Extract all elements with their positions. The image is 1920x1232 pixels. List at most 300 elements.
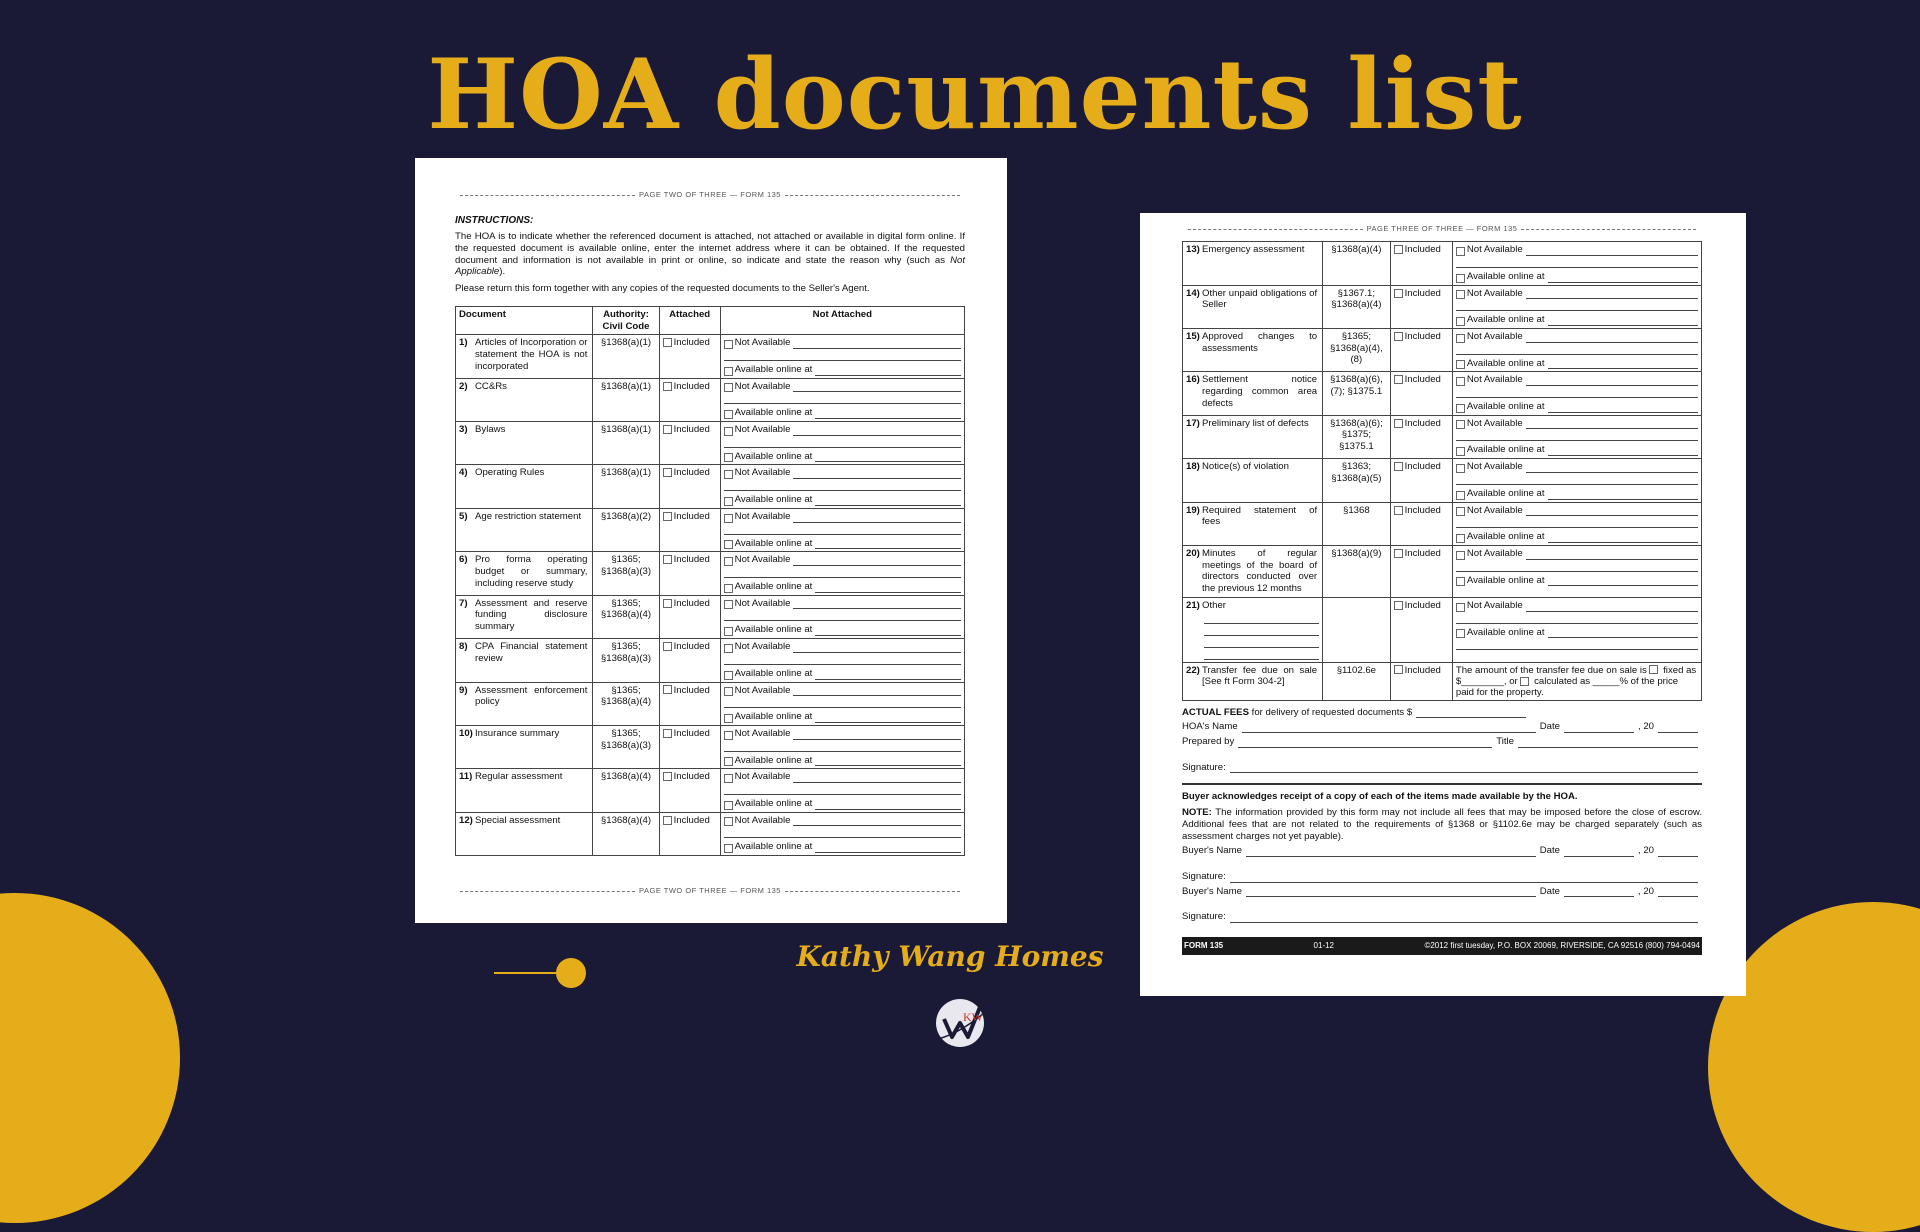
available-online-label: Available online at	[1466, 487, 1545, 499]
write-in-line[interactable]	[724, 653, 961, 665]
included-label: Included	[1404, 547, 1441, 559]
included-checkbox[interactable]	[1394, 601, 1403, 610]
online-address-field[interactable]	[815, 844, 961, 853]
table-row	[456, 812, 965, 855]
included-checkbox[interactable]	[663, 512, 672, 521]
instructions-heading: INSTRUCTIONS:	[455, 215, 534, 227]
not-available-label: Not Available	[734, 814, 791, 826]
write-in-line[interactable]	[1456, 256, 1698, 268]
online-address-field[interactable]	[1548, 577, 1698, 586]
not-available-checkbox[interactable]	[724, 817, 733, 826]
included-checkbox[interactable]	[1394, 289, 1403, 298]
available-online-checkbox[interactable]	[1456, 360, 1465, 369]
available-online-label: Available online at	[1466, 531, 1545, 543]
not-available-reason-field[interactable]	[793, 817, 961, 826]
available-online-label: Available online at	[1466, 357, 1545, 369]
available-online-label: Available online at	[1466, 401, 1545, 413]
document-name: Settlement notice regarding common area defects	[1202, 374, 1318, 409]
document-name: Required statement of fees	[1202, 504, 1318, 528]
svg-text:KW: KW	[963, 1010, 983, 1024]
included-checkbox[interactable]	[663, 772, 672, 781]
slide-indicator	[494, 958, 586, 988]
included-label: Included	[1404, 330, 1441, 342]
documents-table-page-three	[1182, 241, 1702, 700]
not-available-reason-field[interactable]	[1526, 290, 1698, 299]
available-online-checkbox[interactable]	[724, 497, 733, 506]
document-name: Pro forma operating budget or summary, including reserve study	[475, 554, 588, 589]
write-in-line[interactable]	[724, 523, 961, 535]
online-address-field[interactable]	[1548, 534, 1698, 543]
prepared-by-field[interactable]	[1238, 738, 1492, 748]
write-in-line[interactable]	[1204, 648, 1319, 660]
row-number: 10)	[459, 727, 473, 739]
not-available-label: Not Available	[734, 380, 791, 392]
form-page-two	[415, 158, 1007, 923]
not-available-label: Not Available	[734, 771, 791, 783]
document-name: Preliminary list of defects	[1202, 417, 1309, 429]
table-row	[456, 639, 965, 682]
hoa-name-field[interactable]	[1242, 723, 1536, 733]
column-header-not-attached: Not Attached	[720, 306, 964, 334]
signature-field[interactable]	[1230, 873, 1698, 883]
included-checkbox[interactable]	[1394, 665, 1403, 674]
write-in-line[interactable]	[1456, 473, 1698, 485]
not-available-reason-field[interactable]	[793, 514, 961, 523]
available-online-checkbox[interactable]	[724, 757, 733, 766]
authority-code: §1368(a)(1)	[593, 335, 659, 378]
authority-code: §1368(a)(1)	[593, 422, 659, 465]
document-name: Assessment enforcement policy	[475, 684, 588, 708]
included-label: Included	[673, 424, 710, 436]
not-available-checkbox[interactable]	[1456, 377, 1465, 386]
write-in-line[interactable]	[1204, 612, 1319, 624]
online-address-field[interactable]	[1548, 274, 1698, 283]
available-online-label: Available online at	[734, 754, 813, 766]
column-header-attached: Attached	[659, 306, 720, 334]
not-available-checkbox[interactable]	[724, 383, 733, 392]
included-checkbox[interactable]	[663, 468, 672, 477]
included-checkbox[interactable]	[663, 685, 672, 694]
table-row	[456, 335, 965, 378]
document-name: Articles of Incorporation or statement the HOA is not incorporated	[475, 337, 588, 372]
included-label: Included	[1404, 244, 1441, 256]
row-number: 11)	[459, 771, 473, 783]
authority-code: §1365; §1368(a)(4)	[593, 682, 659, 725]
not-available-reason-field[interactable]	[793, 470, 961, 479]
included-label: Included	[673, 380, 710, 392]
title-field[interactable]	[1518, 738, 1698, 748]
row-number: 18)	[1186, 461, 1200, 473]
available-online-label: Available online at	[734, 407, 813, 419]
document-name: Notice(s) of violation	[1202, 461, 1289, 473]
not-available-checkbox[interactable]	[724, 687, 733, 696]
not-available-checkbox[interactable]	[1456, 464, 1465, 473]
not-available-label: Not Available	[1466, 374, 1523, 386]
instructions-text: The HOA is to indicate whether the referenced document is attached, not attached or available in digital form online. If the requested document is available online, enter the internet address where it can be obtained. If the requested document and information is not available in print or online, so indicate and state the reason why (such as Not Applicable).	[455, 231, 965, 278]
included-label: Included	[673, 597, 710, 609]
signature-field[interactable]	[1230, 913, 1698, 923]
not-available-reason-field[interactable]	[1526, 420, 1698, 429]
available-online-label: Available online at	[1466, 574, 1545, 586]
authority-code: §1368(a)(2)	[593, 508, 659, 551]
included-label: Included	[1404, 461, 1441, 473]
authority-code: §1102.6e	[1323, 662, 1390, 700]
row-number: 7)	[459, 597, 468, 609]
buyer-name-field[interactable]	[1246, 887, 1536, 897]
not-available-reason-field[interactable]	[793, 774, 961, 783]
included-checkbox[interactable]	[663, 816, 672, 825]
available-online-checkbox[interactable]	[1456, 534, 1465, 543]
included-label: Included	[1404, 417, 1441, 429]
authority-code: §1363; §1368(a)(5)	[1323, 459, 1390, 502]
included-checkbox[interactable]	[663, 599, 672, 608]
included-checkbox[interactable]	[663, 555, 672, 564]
date-field[interactable]	[1564, 723, 1634, 733]
not-available-checkbox[interactable]	[1456, 551, 1465, 560]
online-address-field[interactable]	[1548, 360, 1698, 369]
not-available-label: Not Available	[1466, 244, 1523, 256]
document-name: Insurance summary	[475, 727, 560, 739]
online-address-field[interactable]	[815, 367, 961, 376]
online-address-field[interactable]	[1548, 491, 1698, 500]
page-separator: PAGE TWO OF THREE — FORM 135	[455, 190, 965, 199]
included-label: Included	[1404, 504, 1441, 516]
authority-code: §1368(a)(1)	[593, 378, 659, 421]
included-checkbox[interactable]	[663, 338, 672, 347]
slide-indicator-dot	[556, 958, 586, 988]
online-address-field[interactable]	[815, 714, 961, 723]
included-checkbox[interactable]	[663, 729, 672, 738]
not-available-checkbox[interactable]	[724, 470, 733, 479]
not-available-label: Not Available	[734, 554, 791, 566]
not-available-reason-field[interactable]	[1526, 334, 1698, 343]
table-row	[456, 725, 965, 768]
row-number: 19)	[1186, 504, 1200, 516]
column-header-document: Document	[456, 306, 593, 334]
not-available-reason-field[interactable]	[793, 731, 961, 740]
write-in-line[interactable]	[1204, 636, 1319, 648]
calculated-checkbox[interactable]	[1520, 677, 1529, 686]
row-number: 12)	[459, 814, 473, 826]
table-row	[456, 595, 965, 638]
table-row	[456, 769, 965, 812]
available-online-checkbox[interactable]	[1456, 274, 1465, 283]
table-row: 22) Transfer fee due on sale [See ft Form 304-2] §1102.6e Included The amount of the transfer fee due on sale is fixed as $________, or calculated as _____% of the price paid for the property.	[1183, 662, 1702, 700]
authority-code: §1365; §1368(a)(3)	[593, 725, 659, 768]
document-name: Minutes of regular meetings of the board of directors conducted over the previous 12 months	[1202, 547, 1318, 595]
authority-code: §1368	[1323, 502, 1390, 545]
table-row	[1183, 328, 1702, 371]
write-in-line[interactable]	[724, 609, 961, 621]
available-online-checkbox[interactable]	[724, 671, 733, 680]
kw-logo-icon	[930, 993, 990, 1053]
table-row	[1183, 285, 1702, 328]
included-checkbox[interactable]	[1394, 419, 1403, 428]
online-address-field[interactable]	[815, 801, 961, 810]
signature-field[interactable]	[1230, 763, 1698, 773]
available-online-checkbox[interactable]	[724, 453, 733, 462]
row-number: 8)	[459, 641, 468, 653]
transfer-fee-text: The amount of the transfer fee due on sale is fixed as $________, or calculated as _____% of the price paid for the property.	[1452, 662, 1701, 700]
document-name: Regular assessment	[475, 771, 563, 783]
online-address-field[interactable]	[1548, 447, 1698, 456]
write-in-line[interactable]	[1456, 299, 1698, 311]
included-checkbox[interactable]	[1394, 332, 1403, 341]
document-name: Operating Rules	[475, 467, 545, 479]
write-in-line[interactable]	[1456, 560, 1698, 572]
write-in-line[interactable]	[1456, 343, 1698, 355]
available-online-label: Available online at	[734, 798, 813, 810]
document-name: Other	[1202, 599, 1226, 611]
authority-code: §1368(a)(1)	[593, 465, 659, 508]
not-available-checkbox[interactable]	[724, 644, 733, 653]
decorative-circle-left	[0, 893, 180, 1223]
not-available-checkbox[interactable]	[724, 774, 733, 783]
not-available-label: Not Available	[1466, 547, 1523, 559]
available-online-label: Available online at	[734, 841, 813, 853]
row-number: 16)	[1186, 374, 1200, 386]
write-in-line[interactable]	[724, 479, 961, 491]
document-name: Special assessment	[475, 814, 561, 826]
available-online-checkbox[interactable]	[724, 540, 733, 549]
document-name: Approved changes to assessments	[1202, 330, 1318, 354]
online-address-field[interactable]	[815, 584, 961, 593]
not-available-label: Not Available	[734, 510, 791, 522]
note-text: NOTE: The information provided by this form may not include all fees that may be imposed before the close of escrow. Additional fees that are not related to the requirements of §1368 or §1102.6e may be charged separately (such as assessment charges not yet payable).	[1182, 807, 1702, 842]
not-available-reason-field[interactable]	[793, 340, 961, 349]
table-row	[456, 422, 965, 465]
document-name: Bylaws	[475, 424, 506, 436]
row-number: 5)	[459, 510, 468, 522]
row-number: 1)	[459, 337, 468, 349]
included-label: Included	[673, 814, 710, 826]
available-online-label: Available online at	[734, 711, 813, 723]
available-online-checkbox[interactable]	[724, 801, 733, 810]
write-in-line[interactable]	[724, 566, 961, 578]
not-available-reason-field[interactable]	[1526, 551, 1698, 560]
included-label: Included	[673, 684, 710, 696]
included-label: Included	[1404, 374, 1441, 386]
available-online-label: Available online at	[734, 537, 813, 549]
not-available-label: Not Available	[1466, 417, 1523, 429]
row-number: 17)	[1186, 417, 1200, 429]
table-row	[456, 378, 965, 421]
included-label: Included	[673, 641, 710, 653]
return-instructions: Please return this form together with any copies of the requested documents to the Seller's Agent.	[455, 283, 870, 295]
not-available-reason-field[interactable]	[1526, 377, 1698, 386]
available-online-checkbox[interactable]	[724, 844, 733, 853]
not-available-label: Not Available	[1466, 504, 1523, 516]
not-available-checkbox[interactable]	[724, 427, 733, 436]
available-online-label: Available online at	[1466, 270, 1545, 282]
authority-code: §1368(a)(4)	[1323, 242, 1390, 285]
authority-code: §1365; §1368(a)(4), (8)	[1323, 328, 1390, 371]
included-checkbox[interactable]	[1394, 462, 1403, 471]
included-checkbox[interactable]	[1394, 549, 1403, 558]
available-online-label: Available online at	[734, 580, 813, 592]
not-available-reason-field[interactable]	[793, 644, 961, 653]
available-online-checkbox[interactable]	[1456, 317, 1465, 326]
table-row	[1183, 459, 1702, 502]
online-address-field[interactable]	[815, 410, 961, 419]
online-address-field[interactable]	[1548, 404, 1698, 413]
not-available-label: Not Available	[1466, 461, 1523, 473]
form-footer: FORM 135 01-12 ©2012 first tuesday, P.O. BOX 20069, RIVERSIDE, CA 92516 (800) 794-0494	[1182, 937, 1702, 955]
included-checkbox[interactable]	[663, 642, 672, 651]
not-available-label: Not Available	[1466, 287, 1523, 299]
table-row	[1183, 242, 1702, 285]
not-available-checkbox[interactable]	[1456, 290, 1465, 299]
write-in-line[interactable]	[724, 783, 961, 795]
available-online-label: Available online at	[1466, 314, 1545, 326]
available-online-checkbox[interactable]	[1456, 447, 1465, 456]
not-available-checkbox[interactable]	[724, 600, 733, 609]
not-available-checkbox[interactable]	[1456, 247, 1465, 256]
not-available-checkbox[interactable]	[1456, 334, 1465, 343]
included-label: Included	[673, 337, 710, 349]
included-label: Included	[673, 510, 710, 522]
available-online-label: Available online at	[734, 450, 813, 462]
write-in-line[interactable]	[1456, 386, 1698, 398]
included-label: Included	[673, 727, 710, 739]
row-number: 20)	[1186, 547, 1200, 559]
write-in-line[interactable]	[724, 349, 961, 361]
included-label: Included	[673, 467, 710, 479]
document-name: Assessment and reserve funding disclosure summary	[475, 597, 588, 633]
year-field[interactable]	[1658, 847, 1698, 857]
row-number: 15)	[1186, 330, 1200, 342]
included-checkbox[interactable]	[663, 425, 672, 434]
document-name: Age restriction statement	[475, 510, 582, 522]
table-row	[456, 508, 965, 551]
not-available-reason-field[interactable]	[793, 427, 961, 436]
fixed-checkbox[interactable]	[1649, 665, 1658, 674]
table-row	[1183, 502, 1702, 545]
available-online-checkbox[interactable]	[1456, 629, 1465, 638]
not-available-reason-field[interactable]	[793, 600, 961, 609]
not-available-checkbox[interactable]	[724, 731, 733, 740]
available-online-checkbox[interactable]	[1456, 491, 1465, 500]
available-online-checkbox[interactable]	[724, 410, 733, 419]
write-in-line[interactable]	[1456, 429, 1698, 441]
available-online-label: Available online at	[734, 363, 813, 375]
buyer-acknowledgement: Buyer acknowledges receipt of a copy of each of the items made available by the HOA.	[1182, 791, 1578, 803]
available-online-label: Available online at	[1466, 444, 1545, 456]
table-row	[456, 465, 965, 508]
not-available-reason-field[interactable]	[1526, 464, 1698, 473]
row-number: 13)	[1186, 244, 1200, 256]
document-name: CPA Financial statement review	[475, 641, 588, 664]
row-number: 6)	[459, 554, 468, 566]
not-available-checkbox[interactable]	[724, 557, 733, 566]
fee-signature-section: ACTUAL FEES for delivery of requested documents $ HOA's Name Date , 20 Prepared by Title Signature: Buyer acknowledges receipt of a copy of each of the items made available by the HOA. NOTE: The information provided by this form may not include all fees that may be imposed before the close of escrow. Additional fees that are not related to the requirements of §1368 or §1102.6e may be charged separately (such as assessment charges not yet payable). Buyer's Name Date , 20 Signature: Buyer's Name Date , 20 Signature:	[1182, 706, 1702, 923]
write-in-line[interactable]	[724, 826, 961, 838]
page-separator: PAGE TWO OF THREE — FORM 135	[455, 886, 965, 895]
write-in-line[interactable]	[1204, 624, 1319, 636]
row-number: 2)	[459, 380, 468, 392]
online-address-field[interactable]	[815, 540, 961, 549]
not-available-reason-field[interactable]	[1526, 507, 1698, 516]
table-row	[456, 552, 965, 595]
not-available-label: Not Available	[734, 597, 791, 609]
authority-code: §1368(a)(9)	[1323, 545, 1390, 597]
not-available-label: Not Available	[734, 467, 791, 479]
document-name: Emergency assessment	[1202, 244, 1305, 256]
included-checkbox[interactable]	[1394, 375, 1403, 384]
brand-name: Kathy Wang Homes	[796, 940, 1104, 973]
not-available-reason-field[interactable]	[1526, 247, 1698, 256]
available-online-checkbox[interactable]	[1456, 404, 1465, 413]
not-available-label: Not Available	[734, 424, 791, 436]
not-available-reason-field[interactable]	[793, 383, 961, 392]
not-available-label: Not Available	[734, 727, 791, 739]
authority-code: §1368(a)(6), (7); §1375.1	[1323, 372, 1390, 415]
write-in-line[interactable]	[724, 436, 961, 448]
page-separator: PAGE THREE OF THREE — FORM 135	[1182, 224, 1702, 233]
form-page-three	[1140, 213, 1746, 996]
included-checkbox[interactable]	[1394, 506, 1403, 515]
documents-table-page-two	[455, 306, 965, 856]
online-address-field[interactable]	[815, 671, 961, 680]
available-online-checkbox[interactable]	[724, 627, 733, 636]
available-online-checkbox[interactable]	[1456, 577, 1465, 586]
table-row: 21) Other Included Not Available Available online at	[1183, 597, 1702, 662]
not-available-checkbox[interactable]	[724, 340, 733, 349]
document-name: CC&Rs	[475, 380, 507, 392]
available-online-checkbox[interactable]	[724, 714, 733, 723]
authority-code: §1368(a)(4)	[593, 769, 659, 812]
online-address-field[interactable]	[815, 453, 961, 462]
write-in-line[interactable]	[1456, 516, 1698, 528]
year-field[interactable]	[1658, 887, 1698, 897]
not-available-checkbox[interactable]	[1456, 507, 1465, 516]
page-title: HOA documents list	[427, 38, 1523, 151]
actual-fees-field[interactable]	[1416, 708, 1526, 718]
date-field[interactable]	[1564, 887, 1634, 897]
online-address-field[interactable]	[815, 497, 961, 506]
authority-code: §1367.1; §1368(a)(4)	[1323, 285, 1390, 328]
online-address-field[interactable]	[815, 627, 961, 636]
not-available-label: Not Available	[734, 337, 791, 349]
not-available-checkbox[interactable]	[1456, 603, 1465, 612]
document-name: Transfer fee due on sale [See ft Form 304-2]	[1202, 664, 1318, 688]
not-available-label: Not Available	[734, 684, 791, 696]
not-available-checkbox[interactable]	[1456, 420, 1465, 429]
not-available-checkbox[interactable]	[724, 514, 733, 523]
buyer-name-field[interactable]	[1246, 847, 1536, 857]
row-number: 3)	[459, 424, 468, 436]
not-available-reason-field[interactable]	[793, 557, 961, 566]
not-available-reason-field[interactable]	[793, 687, 961, 696]
authority-code: §1368(a)(6); §1375; §1375.1	[1323, 415, 1390, 458]
table-row	[456, 682, 965, 725]
write-in-line[interactable]	[724, 392, 961, 404]
included-label: Included	[673, 771, 710, 783]
year-field[interactable]	[1658, 723, 1698, 733]
included-checkbox[interactable]	[663, 382, 672, 391]
not-available-label: Not Available	[734, 641, 791, 653]
available-online-checkbox[interactable]	[724, 367, 733, 376]
included-checkbox[interactable]	[1394, 245, 1403, 254]
online-address-field[interactable]	[1548, 317, 1698, 326]
date-field[interactable]	[1564, 847, 1634, 857]
table-row	[1183, 415, 1702, 458]
write-in-line[interactable]	[724, 740, 961, 752]
write-in-line[interactable]	[724, 696, 961, 708]
authority-code: §1365; §1368(a)(3)	[593, 639, 659, 682]
available-online-checkbox[interactable]	[724, 584, 733, 593]
online-address-field[interactable]	[815, 757, 961, 766]
